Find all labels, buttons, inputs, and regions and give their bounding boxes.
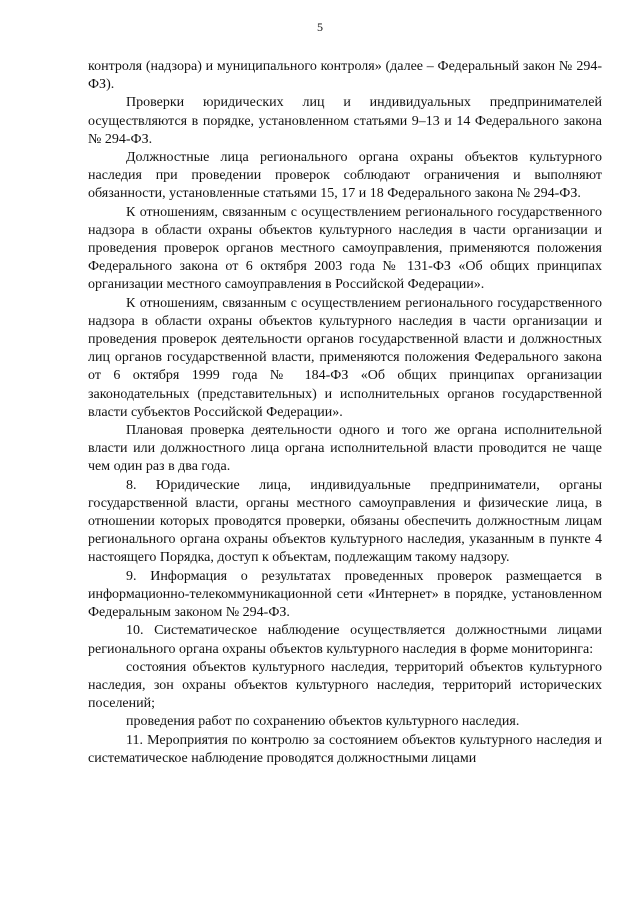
paragraph-9: 10. Систематическое наблюдение осуществляется должностными лицами регионального органа охраны объектов культурного наследия в форме мониторинга: — [88, 623, 602, 657]
paragraph-11: проведения работ по сохранению объектов культурного наследия. — [126, 714, 520, 730]
paragraph-8: 9. Информация о результатах проведенных проверок размещается в информационно-телекоммуникационной сети «Интернет» в порядке, установленном Федеральным законом № 294-ФЗ. — [88, 568, 602, 621]
paragraph-2: Проверки юридических лиц и индивидуальных предпринимателей осуществляются в порядке, установленном статьями 9–13 и 14 Федерального закона № 294-ФЗ. — [88, 95, 602, 147]
document-body — [88, 58, 602, 768]
paragraph-12: 11. Мероприятия по контролю за состоянием объектов культурного наследия и систематическое наблюдение проводятся должностными лицами — [88, 732, 602, 766]
paragraph-10: состояния объектов культурного наследия, территорий объектов культурного наследия, зон охраны объектов культурного наследия, территорий исторических поселений; — [88, 659, 602, 712]
paragraph-1: контроля (надзора) и муниципального контроля» (далее – Федеральный закон № 294-ФЗ). — [88, 59, 602, 93]
paragraph-5: К отношениям, связанным с осуществлением регионального государственного надзора в области охраны объектов культурного наследия в части организации и проведения проверок деятельности органов государственной власти и должностных лиц органов государственной власти, применяются положения Федерального закона от 6 октября 1999 года № 184-ФЗ «Об общих принципах организации законодательных (представительных) и исполнительных органов государственной власти субъектов Российской Федерации». — [88, 295, 602, 420]
page-number: 5 — [317, 20, 323, 34]
paragraph-4: К отношениям, связанным с осуществлением регионального государственного надзора в области охраны объектов культурного наследия в части организации и проведения проверок органов местного самоуправления, применяются положения Федерального закона от 6 октября 2003 года № 131-ФЗ «Об общих принципах организации местного самоуправления в Российской Федерации». — [88, 204, 602, 293]
paragraph-7: 8. Юридические лица, индивидуальные предприниматели, органы государственной власти, органы местного самоуправления и физические лица, в отношении которых проводятся проверки, обязаны обеспечить должностным лицам регионального органа охраны объектов культурного наследия, указанным в пункте 4 настоящего Порядка, доступ к объектам, подлежащим такому надзору. — [88, 477, 602, 566]
paragraph-6: Плановая проверка деятельности одного и того же органа исполнительной власти или должностного лица органа исполнительной власти проводится не чаще чем один раз в два года. — [88, 423, 602, 475]
paragraph-3: Должностные лица регионального органа охраны объектов культурного наследия при проведении проверок соблюдают ограничения и выполняют обязанности, установленные статьями 15, 17 и 18 Федерального закона № 294-ФЗ. — [88, 150, 602, 202]
